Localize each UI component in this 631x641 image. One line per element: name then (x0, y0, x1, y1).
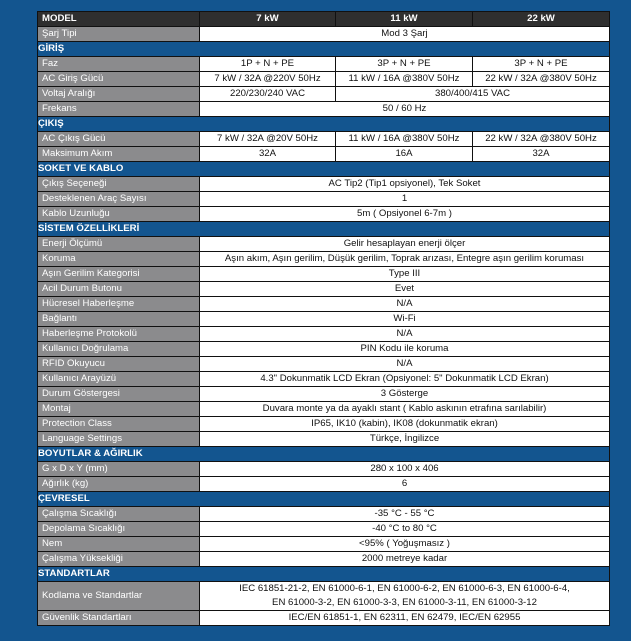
row-value: Duvara monte ya da ayaklı stant ( Kablo askının etrafına sarılabilir) (200, 402, 610, 417)
section-title-standartlar: STANDARTLAR (38, 567, 610, 582)
row-label: RFID Okuyucu (38, 357, 200, 372)
row-value: 3P + N + PE (473, 57, 610, 72)
row-value (200, 582, 610, 611)
table-row (38, 87, 610, 102)
row-value: Mod 3 Şarj (200, 27, 610, 42)
table-row (38, 72, 610, 87)
row-label: Enerji Ölçümü (38, 237, 200, 252)
row-label: Bağlantı (38, 312, 200, 327)
row-label: Frekans (38, 102, 200, 117)
row-value: N/A (200, 357, 610, 372)
section-title-soket: SOKET VE KABLO (38, 162, 610, 177)
table-row (38, 27, 610, 42)
table-row (38, 372, 610, 387)
row-label: Şarj Tipi (38, 27, 200, 42)
table-row (38, 267, 610, 282)
row-value: 16A (336, 147, 473, 162)
table-row (38, 342, 610, 357)
row-label: AC Çıkış Gücü (38, 132, 200, 147)
table-row (38, 57, 610, 72)
table-row (38, 507, 610, 522)
section-header (38, 162, 610, 177)
row-label: Çalışma Sıcaklığı (38, 507, 200, 522)
row-label: Kablo Uzunluğu (38, 207, 200, 222)
row-value: 4.3" Dokunmatik LCD Ekran (Opsiyonel: 5" Dokunmatik LCD Ekran) (200, 372, 610, 387)
row-value: 3P + N + PE (336, 57, 473, 72)
row-label: Depolama Sıcaklığı (38, 522, 200, 537)
model-11kw: 11 kW (336, 12, 473, 27)
row-label: AC Giriş Gücü (38, 72, 200, 87)
row-value: N/A (200, 297, 610, 312)
row-value: 22 kW / 32A @380V 50Hz (473, 72, 610, 87)
row-value: AC Tip2 (Tip1 opsiyonel), Tek Soket (200, 177, 610, 192)
model-header-label: MODEL (38, 12, 200, 27)
row-value: 32A (473, 147, 610, 162)
section-header (38, 567, 610, 582)
row-label: Haberleşme Protokolü (38, 327, 200, 342)
row-value: 380/400/415 VAC (336, 87, 610, 102)
table-row (38, 462, 610, 477)
table-row (38, 417, 610, 432)
table-row (38, 402, 610, 417)
section-title-cevresel: ÇEVRESEL (38, 492, 610, 507)
row-value: Wi-Fi (200, 312, 610, 327)
row-label: Koruma (38, 252, 200, 267)
model-22kw: 22 kW (473, 12, 610, 27)
table-row (38, 327, 610, 342)
row-label: Çıkış Seçeneği (38, 177, 200, 192)
table-row (38, 147, 610, 162)
row-value: -35 °C - 55 °C (200, 507, 610, 522)
row-value: Type III (200, 267, 610, 282)
row-value: 22 kW / 32A @380V 50Hz (473, 132, 610, 147)
section-header (38, 222, 610, 237)
table-row (38, 552, 610, 567)
table-row (38, 102, 610, 117)
row-label: Nem (38, 537, 200, 552)
row-label: Durum Göstergesi (38, 387, 200, 402)
table-row (38, 312, 610, 327)
section-title-giris: GİRİŞ (38, 42, 610, 57)
row-value: 50 / 60 Hz (200, 102, 610, 117)
row-value: 6 (200, 477, 610, 492)
row-label: Kodlama ve Standartlar (38, 582, 200, 611)
row-value: 1P + N + PE (200, 57, 336, 72)
section-header (38, 492, 610, 507)
table-row (38, 611, 610, 626)
row-label: Voltaj Aralığı (38, 87, 200, 102)
row-label: Maksimum Akım (38, 147, 200, 162)
row-value: IEC/EN 61851-1, EN 62311, EN 62479, IEC/EN 62955 (200, 611, 610, 626)
row-label: Language Settings (38, 432, 200, 447)
standards-line-1: IEC 61851-21-2, EN 61000-6-1, EN 61000-6-2, EN 61000-6-3, EN 61000-6-4, (239, 583, 570, 594)
table-row (38, 252, 610, 267)
row-label: Protection Class (38, 417, 200, 432)
section-title-boyutlar: BOYUTLAR & AĞIRLIK (38, 447, 610, 462)
table-row (38, 192, 610, 207)
table-row (38, 297, 610, 312)
row-label: Desteklenen Araç Sayısı (38, 192, 200, 207)
row-value: 220/230/240 VAC (200, 87, 336, 102)
row-value: 11 kW / 16A @380V 50Hz (336, 132, 473, 147)
section-header (38, 447, 610, 462)
section-header (38, 42, 610, 57)
model-7kw: 7 kW (200, 12, 336, 27)
row-value: IP65, IK10 (kabin), IK08 (dokunmatik ekran) (200, 417, 610, 432)
table-row (38, 522, 610, 537)
row-label: Kullanıcı Doğrulama (38, 342, 200, 357)
spec-table (37, 11, 610, 626)
table-row (38, 477, 610, 492)
model-header-row (38, 12, 610, 27)
table-row (38, 177, 610, 192)
table-row (38, 357, 610, 372)
section-title-sistem: SİSTEM ÖZELLİKLERİ (38, 222, 610, 237)
row-value: 11 kW / 16A @380V 50Hz (336, 72, 473, 87)
row-value: <95% ( Yoğuşmasız ) (200, 537, 610, 552)
row-value: Evet (200, 282, 610, 297)
row-value: 280 x 100 x 406 (200, 462, 610, 477)
row-value: N/A (200, 327, 610, 342)
row-value: 3 Gösterge (200, 387, 610, 402)
table-row (38, 582, 610, 611)
table-row (38, 387, 610, 402)
row-value: PIN Kodu ile koruma (200, 342, 610, 357)
row-value: 32A (200, 147, 336, 162)
section-title-cikis: ÇIKIŞ (38, 117, 610, 132)
row-label: Aşın Gerilim Kategorisi (38, 267, 200, 282)
row-label: Çalışma Yüksekliği (38, 552, 200, 567)
row-label: Acil Durum Butonu (38, 282, 200, 297)
row-label: Ağırlık (kg) (38, 477, 200, 492)
table-row (38, 132, 610, 147)
row-label: Faz (38, 57, 200, 72)
row-label: Hücresel Haberleşme (38, 297, 200, 312)
row-value: Aşın akım, Aşın gerilim, Düşük gerilim, Toprak arızası, Entegre aşın gerilim koruması (200, 252, 610, 267)
row-value: 1 (200, 192, 610, 207)
table-row (38, 282, 610, 297)
row-label: G x D x Y (mm) (38, 462, 200, 477)
table-row (38, 207, 610, 222)
table-row (38, 237, 610, 252)
section-header (38, 117, 610, 132)
row-value: 7 kW / 32A @220V 50Hz (200, 72, 336, 87)
table-row (38, 432, 610, 447)
row-value: 5m ( Opsiyonel 6-7m ) (200, 207, 610, 222)
row-value: -40 °C to 80 °C (200, 522, 610, 537)
row-value: Gelir hesaplayan enerji ölçer (200, 237, 610, 252)
table-row (38, 537, 610, 552)
row-value: Türkçe, İngilizce (200, 432, 610, 447)
row-label: Güvenlik Standartları (38, 611, 200, 626)
row-label: Kullanıcı Arayüzü (38, 372, 200, 387)
row-label: Montaj (38, 402, 200, 417)
row-value: 2000 metreye kadar (200, 552, 610, 567)
standards-line-2: EN 61000-3-2, EN 61000-3-3, EN 61000-3-11, EN 61000-3-12 (272, 597, 537, 608)
row-value: 7 kW / 32A @20V 50Hz (200, 132, 336, 147)
